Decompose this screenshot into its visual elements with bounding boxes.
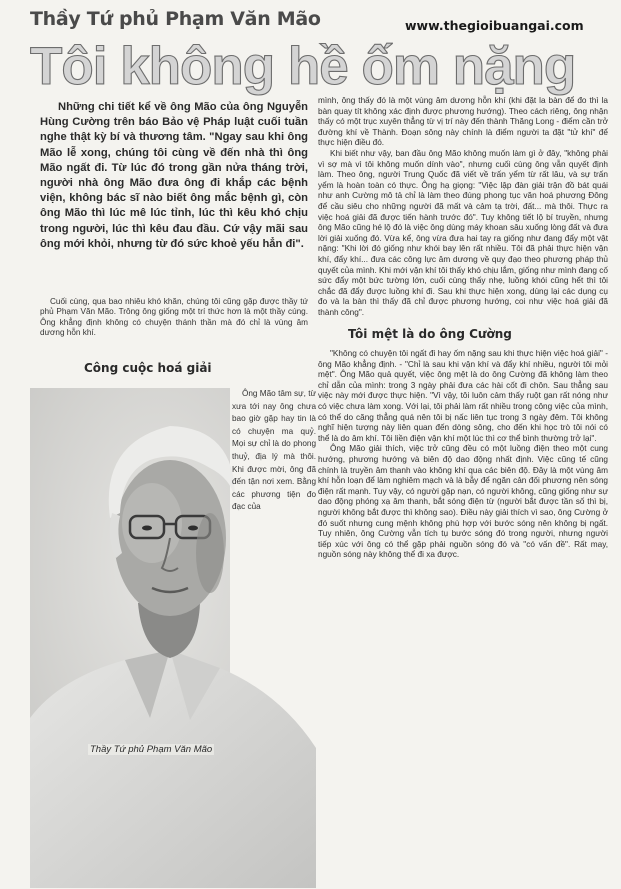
section-title-hoa-giai: Công cuộc hoá giải — [84, 361, 212, 375]
website-url[interactable]: www.thegioibuangai.com — [405, 18, 584, 33]
right-column — [318, 96, 608, 561]
lead-paragraph: Những chi tiết kể về ông Mão của ông Nguyễn Hùng Cường trên báo Bảo vệ Pháp luật cuối tuần nghe thật kỳ bí và thương tâm. "Ngay sau khi ông Mão lễ xong, chúng tôi cùng về đến nhà thì ông Mão ngất đi. Từ lúc đó trong gần nửa tháng trời, người nhà ông Mão đưa ông đi khắp các bệnh viện, không bác sĩ nào biết ông mắc bệnh gì, còn ông Mão thì lúc mê lúc tỉnh, lúc thì kêu khó chịu trong người, lúc thì kêu đau đầu. Cứ vậy mãi sau ông mới khỏi, nhưng từ đó sức khoẻ yếu hẳn đi". — [40, 101, 308, 250]
intro-paragraph: Cuối cùng, qua bao nhiêu khó khăn, chúng tôi cũng gặp được thầy tứ phủ Phạm Văn Mão. Trông ông giống một trí thức hơn là một thầy cúng. Ông khẳng định không có chuyện thánh thần mà đó chỉ là vùng âm dương hỗn khí. — [40, 297, 308, 338]
article-kicker: Thầy Tứ phủ Phạm Văn Mão — [30, 8, 321, 30]
right-paragraph-1: mình, ông thấy đó là một vùng âm dương hỗn khí (khi đặt la bàn để đo thì la bàn quay tít không xác định được phương hướng). Theo cách riêng, ông nhận thấy có một trục xuyên thẳng từ vị trí này đến thành Thăng Long - điểm cần trở đường khí về Thành. Đoạn sông này chính là điểm người ta đặt "tử khí" để thực hiện điều đó. — [318, 96, 608, 148]
section1-side-text: Ông Mão tâm sự, từ xưa tới nay ông chưa bao giờ gặp hay tin là có chuyện ma quỷ. Mọi sự chỉ là do phong thuỷ, địa lý mà thôi. Khi được mời, ông đã đến tận nơi xem. Bằng các phương tiện đo đạc của — [232, 389, 316, 512]
section-title-toi-met: Tôi mệt là do ông Cường — [348, 327, 512, 342]
photo-caption: Thầy Tứ phủ Phạm Văn Mão — [90, 744, 213, 755]
right-paragraph-2: Khi biết như vậy, ban đầu ông Mão không muốn làm gì ở đây, "không phải vì sợ mà vì tôi không muốn dính vào", nhưng cuối cùng ông vẫn quyết định làm. Theo ông, người Trung Quốc đã viết về trấn yểm từ rất lâu, và sự trấn yểm là hoàn toàn có thực. Ông hạ giọng: "Việc lập đàn giải trận đồ bát quái như anh Cường mô tả chỉ là làm theo đúng phong tục văn hoá phương Đông để cầu siêu cho những người đã mất và cảm tạ trời, đất... mà thôi. Thực ra việc hoá giải đã được tiến hành trước đó". Tuy không tiết lộ bí truyền, nhưng ông Mão cũng hé lộ đó là việc ông dùng máy khoan sâu xuống lòng đất và đưa lời giải xuống đó. Vừa kể, ông vừa đưa hai tay ra giống như đang đẩy một vật nặng: "Khi lời đó giống như khói bay lên rất nhiều. Tôi đã phải thực hiện vận khí, đẩy khí... đưa các công lực âm dương về quy đạo theo phương pháp thủ quyết của mình. Khi mới vận khí tôi thấy khó chịu lắm, giống như mình đang cố sức đẩy một bức tường lớn, cuối cùng thấy nhẹ, luồng khói cũng hết thì tôi chắc đã đẩy được luồng khí đi. Sau khi thực hiện xong, dùng lại các dụng cụ đo và la bàn thì thấy đã chỉ được phương hướng, coi như việc hoá giải đã thành công". — [318, 148, 608, 317]
right-paragraph-3: "Không có chuyện tôi ngất đi hay ốm nặng sau khi thực hiện việc hoá giải" - ông Mão khẳng định. - "Chỉ là sau khi vận khí và đẩy khí nhiều, người tôi mỏi mệt". Ông Mão quả quyết, việc ông mệt là do ông Cường đã không làm theo chỉ dẫn của mình: trong 3 ngày phải đưa các hài cốt đi chôn. Sau thẳng sau việc này mới được thực hiện. "Vì vậy, tôi luôn cảm thấy ruột gan rất nóng như có việc chưa làm xong. Với lại, tôi phải làm rất nhiều trong công việc của mình, có thể do căng thẳng quá nên tôi bị nấc liên tục trong 3 ngày đêm. Tôi không nghĩ hiện tượng này liên quan đến dòng sông, cho đến khi học trò tôi nói có thể là do âm khí. Tôi liền điện vận khí một lúc thì cơ thể bình thường trở lại". — [318, 349, 608, 443]
article-headline: Tôi không hề ốm nặng — [30, 37, 576, 96]
right-paragraph-4: Ông Mão giải thích, việc trở cũng đều có một luồng điện theo một cung hướng, phương hướng và biên độ dao động nhất định. Việc cũng tế cũng chính là truyền âm thanh vào không khí qua các biên độ. Đây là một vùng âm khí hỗn loạn để làm nghiêm mạch và là bẫy để ngăn cản đối phương nên sóng điện rất mạnh. Tuy vậy, có người gặp nạn, có người không, cũng giống như sự dao động phóng xạ âm thanh, bắt sóng điện từ (người bắt được tần số thì bị, người không bắt được thì không sao). Điều này giải thích vì sao, ông Cường ở đó suốt nhưng cung mệnh không phù hợp với bước sóng nên không bị ngất. Tuy nhiên, ông Cường vẫn tích tụ bước sóng đó trong người, nhưng người tiếp xúc với ông có thể gặp phải nguồn sóng đó và "có vấn đề". Rất may, nguồn sóng này không thể đi xa được. — [318, 444, 608, 560]
